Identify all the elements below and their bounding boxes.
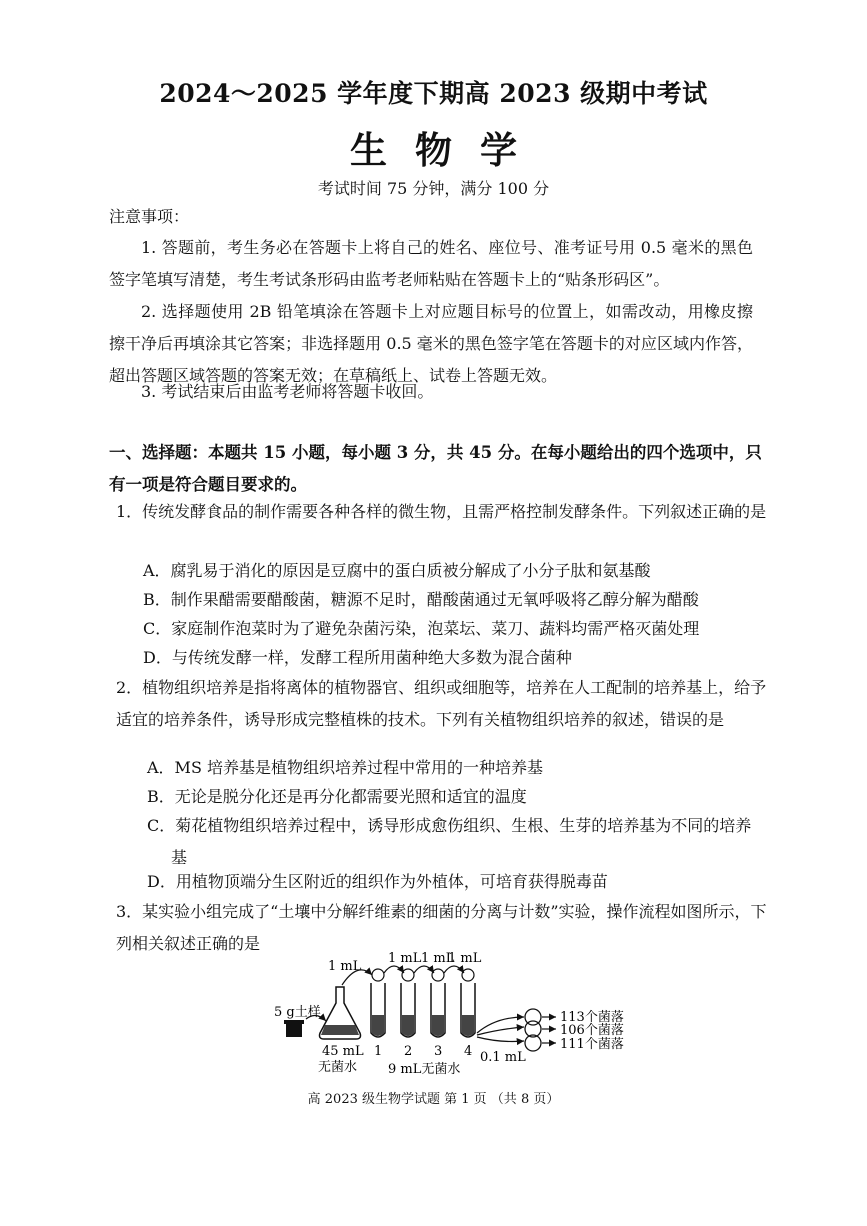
question-1-option-c: C．家庭制作泡菜时为了避免杂菌污染，泡菜坛、菜刀、蔬料均需严格灭菌处理 [143,619,700,638]
notice-item-3: 3. 考试结束后由监考老师将答题卡收回。 [141,382,434,401]
plating-volume-label: 0.1 mL [480,1050,526,1065]
test-tube-icon [461,969,475,1037]
question-2-stem: 2．植物组织培养是指将离体的植物器官、组织或细胞等，培养在人工配制的培养基上，给予适宜的培养条件，诱导形成完整植株的技术。下列有关植物组织培养的叙述，错误的是 [116,678,767,729]
question-1-option-a: A．腐乳易于消化的原因是豆腐中的蛋白质被分解成了小分子肽和氨基酸 [143,561,651,580]
question-1-stem: 1．传统发酵食品的制作需要各种各样的微生物，且需严格控制发酵条件。下列叙述正确的是 [116,502,767,521]
question-3-stem: 3．某实验小组完成了“土壤中分解纤维素的细菌的分离与计数”实验，操作流程如图所示，下列相关叙述正确的是 [116,902,767,953]
tube-label-1: 1 [374,1044,383,1059]
section-heading-text: 一、选择题：本题共 15 小题，每小题 3 分，共 45 分。在每小题给出的四个选项中，只有一项是符合题目要求的。 [109,443,762,494]
question-2-option-c [147,810,757,874]
test-tube-icon [431,969,445,1037]
colony-count-1: 113个菌落 [560,1010,624,1025]
test-tube-icon [401,969,415,1037]
question-2-option-d: D．用植物顶端分生区附近的组织作为外植体，可培育获得脱毒苗 [147,872,608,891]
section-heading [109,437,769,501]
notice-item-1: 1. 答题前，考生务必在答题卡上将自己的姓名、座位号、准考证号用 0.5 毫米的黑色签字笔填写清楚，考生考试条形码由监考老师粘贴在答题卡上的“贴条形码区”。 [109,238,753,289]
question-2-option-c-text: C．菊花植物组织培养过程中，诱导形成愈伤组织、生根、生芽的培养基为不同的培养基 [147,816,752,867]
test-tube-icon [371,969,385,1037]
flask-icon [320,987,361,1039]
exam-title: 2024～2025 学年度下期高 2023 级期中考试 [159,79,708,108]
exam-info: 考试时间 75 分钟，满分 100 分 [317,179,550,198]
tube-label-4: 4 [464,1044,473,1059]
tube-label-3: 3 [434,1044,443,1059]
question-2-option-b: B．无论是脱分化还是再分化都需要光照和适宜的温度 [147,787,527,806]
notice-item-2: 2. 选择题使用 2B 铅笔填涂在答题卡上对应题目标号的位置上，如需改动，用橡皮擦擦干净后再填涂其它答案；非选择题用 0.5 毫米的黑色签字笔在答题卡的对应区域内作答，超出答题区域答题的答案无效；在草稿纸上、试卷上答题无效。 [109,302,753,385]
question-1-option-d: D．与传统发酵一样，发酵工程所用菌种绝大多数为混合菌种 [143,648,572,667]
transfer-label-2: 1 mL [388,951,422,966]
tube-water-label: 9 mL无菌水 [388,1062,461,1077]
colony-count-3: 111个菌落 [560,1037,624,1052]
page-footer: 高 2023 级生物学试题 第 1 页 （共 8 页） [307,1092,560,1107]
question-1-option-b: B．制作果醋需要醋酸菌，糖源不足时，醋酸菌通过无氧呼吸将乙醇分解为醋酸 [143,590,699,609]
soil-container-icon [286,1023,302,1037]
flask-volume-label: 45 mL [322,1044,364,1059]
dilution-figure [270,945,650,1080]
question-2-option-a: A．MS 培养基是植物组织培养过程中常用的一种培养基 [147,758,543,777]
transfer-label-3: 1 mL [421,951,455,966]
subject-title: 生物学 [350,128,545,172]
soil-label: 5 g土样 [274,1005,321,1020]
transfer-label-1: 1 mL [328,959,362,974]
transfer-label-4: 1 mL [448,951,482,966]
flask-water-label: 无菌水 [318,1060,358,1075]
notice-heading: 注意事项： [109,207,190,226]
colony-count-2: 106个菌落 [560,1023,624,1038]
tube-label-2: 2 [404,1044,413,1059]
